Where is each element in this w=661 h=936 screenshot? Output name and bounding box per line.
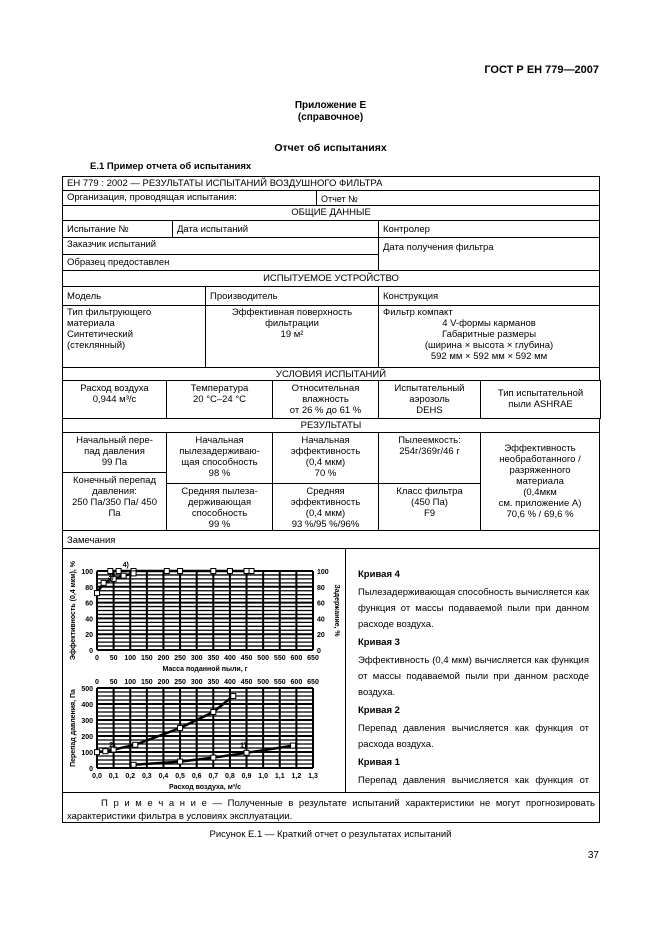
text-line: 99 %: [208, 519, 231, 530]
standard-code: ГОСТ Р ЕН 779—2007: [484, 64, 599, 76]
text-line: Класс фильтра: [396, 486, 463, 497]
text-line: Пылеемкость:: [398, 435, 461, 446]
y-tick-label: 200: [81, 734, 93, 741]
x-axis-label: Масса поданной пыли, г: [162, 666, 248, 673]
curve-title: Кривая 4: [358, 569, 400, 580]
text-line: 93 %/95 %/96%: [291, 519, 360, 530]
condition-cell: [480, 380, 601, 419]
y2-tick-label: 100: [317, 569, 329, 576]
y-tick-label: 0: [89, 648, 93, 655]
text-line: влажность: [302, 394, 349, 405]
x-tick-label: 1,3: [308, 773, 318, 780]
x-tick-label: 300: [190, 655, 203, 662]
result-final-dp: [62, 472, 167, 531]
data-point: [211, 569, 216, 574]
y-axis-label: Перепад давления, Па: [70, 689, 77, 767]
text-line: пад давления: [84, 446, 145, 457]
y2-tick-label: 40: [317, 616, 325, 624]
data-point: [101, 580, 106, 585]
x2-tick-label: 400: [224, 679, 236, 686]
text-line: Начальная: [195, 435, 244, 446]
text-line: 592 мм × 592 мм × 592 мм: [430, 351, 548, 362]
result-avg-eff: [272, 483, 379, 531]
data-point: [231, 694, 236, 699]
text-line: Средняя пылеза-: [181, 486, 258, 497]
text-line: 254г/369г/46 г: [399, 446, 460, 457]
x2-tick-label: 100: [124, 679, 137, 686]
text-line: 70,6 % / 69,6 %: [506, 509, 574, 520]
text-line: способность: [191, 508, 248, 519]
y-tick-label: 80: [85, 584, 93, 592]
text-line: Начальная: [301, 435, 350, 446]
x-tick-label: 200: [157, 655, 170, 662]
data-point: [131, 762, 136, 767]
x2-tick-label: 500: [257, 679, 269, 686]
text-line: (ширина × высота × глубина): [424, 340, 554, 351]
text-line: F9: [423, 508, 436, 519]
text-line: 19 м²: [280, 329, 304, 340]
result-avg-arr: [166, 483, 273, 531]
x-tick-label: 150: [141, 655, 153, 662]
x-tick-label: 0: [95, 655, 99, 662]
curve-description: Перепад давления вычисляется как функция от расхода воздуха.: [358, 723, 589, 750]
remarks-cell: Замечания: [62, 530, 600, 549]
text-line: аэрозоль: [409, 394, 450, 405]
data-point: [178, 569, 183, 574]
text-line: разряженного: [509, 465, 571, 476]
x-tick-label: 450: [240, 655, 253, 662]
section-title: Отчет об испытаниях: [274, 142, 387, 154]
text-line: 250 Па/350 Па/ 450: [72, 497, 157, 508]
text-line: эффективность: [290, 497, 361, 508]
y-tick-label: 0: [89, 766, 93, 773]
text-line: Тип испытательной: [497, 388, 584, 399]
y-tick-label: 40: [85, 616, 93, 624]
result-media-eff: [480, 432, 600, 531]
curve-description: Перепад давления вычисляется как функция от: [358, 775, 589, 786]
section-conditions: УСЛОВИЯ ИСПЫТАНИЙ: [62, 367, 600, 381]
x-tick-label: 1,0: [258, 773, 269, 780]
charts-svg: [63, 549, 346, 793]
section-device: ИСПЫТУЕМОЕ УСТРОЙСТВО: [62, 270, 600, 287]
data-point: [249, 569, 254, 574]
x2-tick-label: 650: [307, 679, 319, 686]
text-line: Па: [108, 508, 121, 519]
text-line: (0,4 мкм): [305, 457, 346, 468]
text-line: Эффективность: [504, 443, 576, 454]
x-tick-label: 1,2: [291, 773, 302, 780]
text-line: 20 °С–24 °С: [192, 394, 246, 405]
text-line: Средняя: [306, 486, 345, 497]
test-date-cell: Дата испытаний: [172, 220, 379, 238]
surface-cell: [205, 305, 379, 368]
series-label: 4): [122, 562, 129, 569]
curve-description: Пылезадерживающая способность вычисляется как функция от массы подаваемой пыли при данном расходе воздуха.: [358, 587, 590, 630]
text-line: (450 Па): [411, 497, 448, 508]
x2-tick-label: 250: [174, 679, 186, 686]
x2-tick-label: 0: [95, 679, 99, 686]
data-point: [108, 569, 113, 574]
text-line: Габаритные размеры: [441, 329, 537, 340]
x2-tick-label: 450: [240, 679, 253, 686]
text-line: Тип фильтрующего: [67, 307, 152, 318]
test-no-cell: Испытание №: [62, 220, 173, 238]
data-point: [178, 726, 183, 731]
data-point: [133, 742, 138, 747]
text-line: 98 %: [208, 468, 231, 479]
charts-cell: [62, 548, 346, 793]
x-tick-label: 0,0: [92, 773, 102, 780]
x2-tick-label: 550: [273, 679, 286, 686]
subsection-title: Е.1 Пример отчета об испытаниях: [90, 161, 252, 172]
y2-tick-label: 60: [317, 600, 325, 608]
data-point: [211, 710, 216, 715]
text-line: (0,4 мкм): [305, 508, 346, 519]
text-line: эффективность: [290, 446, 361, 457]
text-line: см. приложение А): [498, 498, 582, 509]
compact-cell: [378, 305, 600, 368]
data-point: [95, 591, 100, 596]
manufacturer-cell: Производитель: [205, 286, 379, 306]
text-line: (стеклянный): [67, 340, 126, 351]
text-line: Конечный перепад: [73, 475, 156, 486]
condition-cell: [166, 380, 273, 419]
result-capacity: [378, 432, 481, 484]
y-tick-label: 60: [85, 600, 93, 608]
x-axis-label: Расход воздуха, м³/с: [169, 784, 241, 791]
text-line: Относительная: [291, 383, 360, 394]
figure-caption: Рисунок Е.1 — Краткий отчет о результатах испытаний: [209, 829, 452, 840]
y-tick-label: 100: [81, 750, 93, 757]
text-line: 4 V-формы карманов: [442, 318, 536, 329]
text-line: фильтрации: [265, 318, 319, 329]
condition-cell: [62, 380, 167, 419]
data-point: [121, 573, 126, 578]
x-tick-label: 50: [109, 655, 118, 662]
text-line: от 26 % до 61 %: [289, 405, 362, 416]
y-tick-label: 300: [81, 718, 93, 725]
x-tick-label: 0,9: [241, 773, 252, 780]
construction-cell: Конструкция: [378, 286, 600, 306]
section-results: РЕЗУЛЬТАТЫ: [62, 418, 600, 433]
curve-title: Кривая 3: [358, 637, 400, 648]
data-point: [131, 571, 136, 576]
series-label: 1): [240, 742, 247, 750]
x-tick-label: 0,4: [158, 773, 169, 780]
text-line: Эффективная поверхность: [231, 307, 353, 318]
text-line: материала: [516, 476, 564, 487]
text-line: пыли ASHRAE: [508, 399, 573, 410]
y2-tick-label: 80: [317, 584, 325, 592]
page-number: 37: [587, 850, 599, 861]
customer-cell: Заказчик испытаний: [62, 237, 379, 255]
table-title: ЕН 779 : 2002 — РЕЗУЛЬТАТЫ ИСПЫТАНИЙ ВОЗДУШНОГО ФИЛЬТРА: [62, 176, 600, 191]
y2-axis-label: Задержание, %: [333, 584, 340, 637]
x-tick-label: 0,8: [225, 773, 235, 780]
section-general: ОБЩИЕ ДАННЫЕ: [62, 205, 600, 221]
x-tick-label: 0,3: [141, 773, 152, 780]
sample-cell: Образец предоставлен: [62, 254, 379, 271]
y-tick-label: 100: [81, 569, 93, 576]
text-line: 99 Па: [101, 457, 128, 468]
text-line: Начальный пере-: [76, 435, 153, 446]
data-point: [103, 749, 108, 754]
curve-title: Кривая 1: [358, 757, 400, 768]
y-tick-label: 400: [81, 702, 93, 709]
data-point: [244, 750, 249, 755]
x-tick-label: 0,7: [208, 773, 219, 780]
data-point: [227, 569, 232, 574]
text-line: держивающая: [187, 497, 252, 508]
condition-cell: [378, 380, 481, 419]
x2-tick-label: 150: [141, 679, 153, 686]
data-point: [244, 569, 249, 574]
note-cell: П р и м е ч а н и е — Полученные в результате испытаний характеристики не могут прогнозировать характеристики фильтра в условиях эксплуатации.: [62, 792, 600, 823]
text-line: материала: [67, 318, 115, 329]
x-tick-label: 250: [174, 655, 186, 662]
data-point: [164, 569, 169, 574]
x-tick-label: 400: [224, 655, 236, 662]
text-line: 0,944 м³/с: [92, 394, 137, 405]
x-tick-label: 600: [290, 655, 303, 662]
result-init-eff: [272, 432, 379, 484]
text-line: Синтетический: [67, 329, 134, 340]
x-tick-label: 0,1: [108, 773, 119, 780]
x2-tick-label: 350: [207, 679, 220, 686]
text-line: пылезадерживаю-: [179, 446, 260, 457]
curves-legend-cell: [345, 548, 600, 793]
text-line: Испытательный: [394, 383, 465, 394]
org-cell: Организация, проводящая испытания:: [62, 190, 317, 206]
x2-tick-label: 200: [157, 679, 170, 686]
result-init-dp: [62, 432, 167, 473]
curve-title: Кривая 2: [358, 705, 400, 716]
text-line: Температура: [190, 383, 249, 394]
data-point: [211, 755, 216, 760]
data-point: [291, 743, 296, 748]
text-line: (0,4мкм: [523, 487, 557, 498]
x2-tick-label: 300: [190, 679, 203, 686]
result-class: [378, 483, 481, 531]
curve-description: Эффективность (0,4 мкм) вычисляется как функция от массы подаваемой пыли при данном расходе воздуха.: [358, 655, 589, 698]
filter-date-cell: Дата получения фильтра: [378, 237, 600, 271]
text-line: щая способность: [181, 457, 258, 468]
text-line: Фильтр компакт: [383, 307, 453, 318]
x-tick-label: 500: [257, 655, 269, 662]
media-type-cell: [62, 305, 206, 368]
controller-cell: Контролер: [378, 220, 600, 238]
y-tick-label: 20: [85, 632, 93, 640]
model-cell: Модель: [62, 286, 206, 306]
x-tick-label: 0,5: [175, 773, 185, 780]
y-tick-label: 500: [81, 686, 93, 693]
condition-cell: [272, 380, 379, 419]
x-tick-label: 0,6: [191, 773, 202, 780]
y2-tick-label: 0: [317, 648, 321, 655]
text-line: DEHS: [416, 405, 443, 416]
text-line: Расход воздуха: [80, 383, 149, 394]
text-line: 70 %: [314, 468, 337, 479]
appendix-title: Приложение Е: [294, 100, 367, 111]
y-axis-label: Эффективность (0,4 мкм), %: [70, 561, 77, 660]
data-point: [95, 750, 100, 755]
data-point: [116, 569, 121, 574]
x2-tick-label: 600: [290, 679, 303, 686]
x-tick-label: 1,1: [274, 773, 285, 780]
report-no-cell: Отчет №: [316, 190, 600, 206]
y2-tick-label: 20: [317, 632, 325, 640]
data-point: [178, 759, 183, 764]
x-tick-label: 350: [207, 655, 220, 662]
x-tick-label: 550: [273, 655, 286, 662]
text-line: необработанного /: [499, 454, 581, 465]
x-tick-label: 100: [124, 655, 137, 662]
x-tick-label: 650: [307, 655, 319, 662]
x-tick-label: 0,2: [125, 773, 136, 780]
x2-tick-label: 50: [109, 679, 118, 686]
result-init-arr: [166, 432, 273, 484]
series-label: 2): [109, 742, 116, 750]
text-line: давления:: [92, 486, 137, 497]
appendix-subtitle: (справочное): [297, 112, 364, 123]
series-label: 3): [107, 573, 114, 581]
